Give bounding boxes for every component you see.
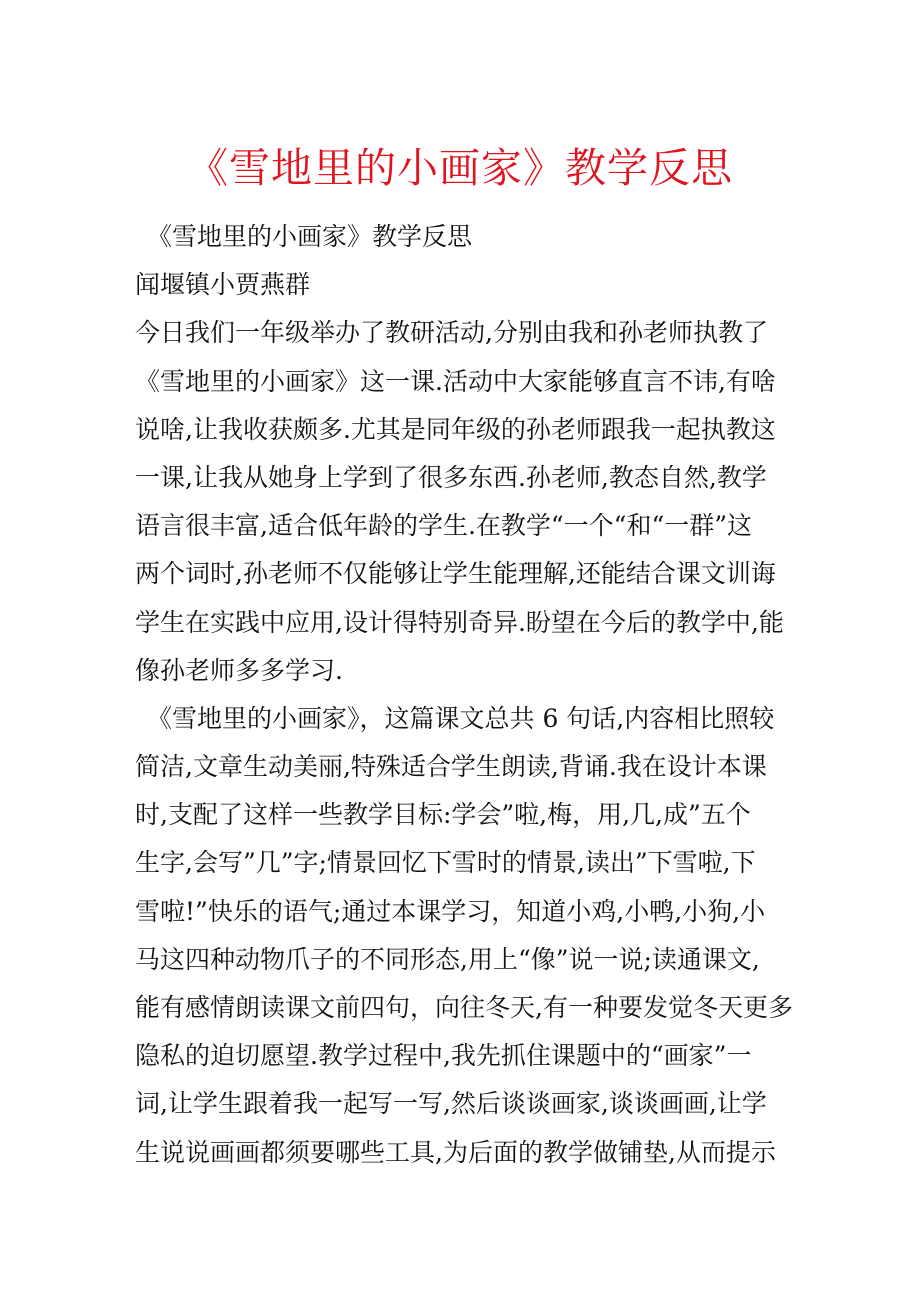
text-line: 两个词时,孙老师不仅能够让学生能理解,还能结合课文训诲 bbox=[135, 559, 776, 589]
text-line: 生说说画画都须要哪些工具,为后面的教学做铺垫,从而提示 bbox=[135, 1137, 776, 1167]
text-line: 一课,让我从她身上学到了很多东西.孙老师,教态自然,教学 bbox=[135, 462, 767, 492]
text-line: 简洁,文章生动美丽,特殊适合学生朗读,背诵.我在设计本课 bbox=[135, 752, 767, 782]
text-line: 马这四种动物爪子的不同形态,用上“像”说一说;读通课文, bbox=[135, 944, 760, 974]
text-line: 今日我们一年级举办了教研活动,分别由我和孙老师执教了 bbox=[135, 318, 768, 348]
document-body bbox=[135, 213, 795, 1177]
text-line: 《雪地里的小画家》，这篇课文总共 6 句话,内容相比照较 bbox=[147, 703, 775, 733]
text-line: 像孙老师多多学习. bbox=[135, 655, 343, 685]
text-line: 雪啦!”快乐的语气;通过本课学习，知道小鸡,小鸭,小狗,小 bbox=[135, 896, 766, 926]
text-line: 隐私的迫切愿望.教学过程中,我先抓住课题中的“画家”一 bbox=[135, 1041, 752, 1071]
text-line: 说啥,让我收获颇多.尤其是同年级的孙老师跟我一起执教这 bbox=[135, 414, 776, 444]
document-title: 《雪地里的小画家》教学反思 bbox=[187, 144, 733, 192]
text-line: 时,支配了这样一些教学目标:学会”啦,梅，用,几,成”五个 bbox=[135, 800, 751, 830]
text-line: 生字,会写”几”字;情景回忆下雪时的情景,读出”下雪啦,下 bbox=[135, 848, 756, 878]
text-line: 词,让学生跟着我一起写一写,然后谈谈画家,谈谈画画,让学 bbox=[135, 1089, 767, 1119]
text-line: 《雪地里的小画家》这一课.活动中大家能够直言不讳,有啥 bbox=[135, 366, 776, 396]
text-line: 学生在实践中应用,设计得特别奇异.盼望在今后的教学中,能 bbox=[135, 607, 784, 637]
author-line: 闻堰镇小贾燕群 bbox=[135, 270, 311, 300]
text-line: 能有感情朗读课文前四句，向往冬天,有一种要发觉冬天更多 bbox=[135, 993, 793, 1022]
text-line: 语言很丰富,适合低年龄的学生.在教学“一个“和“一群”这 bbox=[135, 511, 753, 541]
document-subtitle: 《雪地里的小画家》教学反思 bbox=[147, 222, 473, 251]
